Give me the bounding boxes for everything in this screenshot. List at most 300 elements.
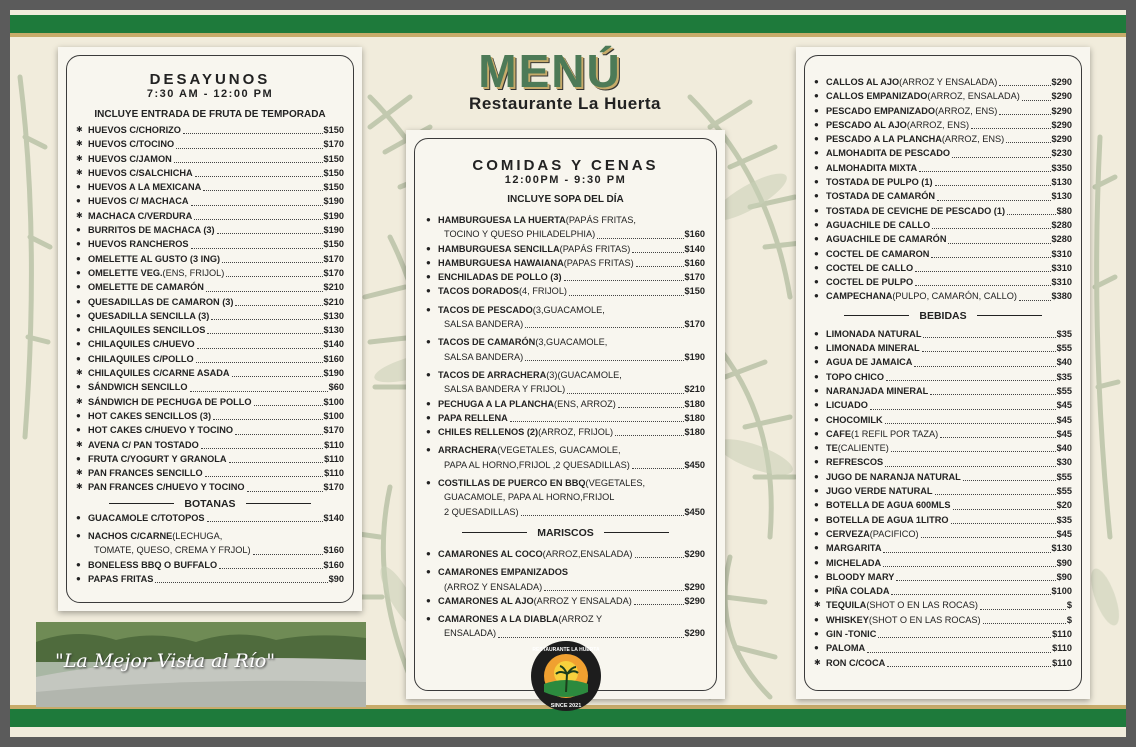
item-desc: PAPA AL HORNO,FRIJOL ,2 QUESADILLAS)	[444, 459, 630, 470]
item-price: $290	[684, 548, 705, 559]
menu-item	[814, 275, 1072, 289]
item-price: $170	[323, 253, 344, 264]
menu-item	[814, 104, 1072, 118]
dot-leader	[921, 537, 1056, 538]
dot-leader	[544, 590, 683, 591]
dot-leader	[919, 171, 1050, 172]
menu-item	[814, 470, 1072, 484]
menu-item	[76, 137, 344, 151]
dot-leader	[567, 393, 683, 394]
dot-leader	[870, 409, 1056, 410]
menu-item	[76, 466, 344, 480]
menu-item	[814, 261, 1072, 275]
bullet-icon: ●	[814, 500, 819, 510]
item-name: HOT CAKES SENCILLOS (3)	[88, 410, 212, 421]
bullet-icon: ●	[76, 512, 81, 522]
menu-item	[814, 341, 1072, 355]
dot-leader	[953, 509, 1056, 510]
dot-leader	[207, 333, 322, 334]
item-price: $170	[684, 272, 705, 283]
dot-leader	[618, 407, 684, 408]
item-name: SÁNDWICH DE PECHUGA DE POLLO	[88, 396, 252, 407]
dot-leader	[196, 362, 323, 363]
item-desc: (ARROZ, ENS)	[906, 119, 970, 130]
menu-title: MENÚ	[478, 45, 622, 97]
bullet-icon: ●	[814, 414, 819, 424]
item-desc: (LECHUGA,	[172, 531, 223, 542]
item-price: $380	[1051, 291, 1072, 302]
menu-item-continuation	[426, 458, 705, 472]
item-name: BOTELLA DE AGUA 1LITRO	[826, 514, 949, 525]
item-name: PALOMA	[826, 643, 866, 654]
item-name: SÁNDWICH SENCILLO	[88, 382, 188, 393]
item-name: AGUA DE JAMAICA	[826, 357, 913, 368]
item-desc: (PULPO, CAMARÓN, CALLO)	[892, 291, 1017, 302]
menu-item-continuation	[426, 580, 705, 594]
menu-item	[76, 323, 344, 337]
item-price: $45	[1056, 528, 1072, 539]
menu-item	[814, 627, 1072, 641]
menu-item	[426, 476, 705, 490]
bullet-icon: ●	[426, 369, 431, 379]
item-name: PAN FRANCES SENCILLO	[88, 468, 203, 479]
item-desc: (ARROZ, FRIJOL)	[538, 427, 614, 438]
dot-leader	[940, 437, 1056, 438]
menu-item	[814, 413, 1072, 427]
item-price: $190	[323, 196, 344, 207]
item-name: CHILAQUILES SENCILLOS	[88, 325, 206, 336]
mariscos-list	[426, 547, 705, 641]
menu-item	[426, 443, 705, 457]
dot-leader	[190, 391, 328, 392]
menu-item	[426, 270, 705, 284]
menu-item	[426, 368, 705, 382]
dot-leader	[201, 448, 323, 449]
menu-item	[814, 370, 1072, 384]
item-price: $190	[684, 351, 705, 362]
menu-item	[76, 480, 344, 494]
bullet-icon: ●	[426, 243, 431, 253]
item-name: CALLOS EMPANIZADO	[826, 91, 928, 102]
item-price: $	[1066, 614, 1072, 625]
menu-item	[426, 411, 705, 425]
item-name: QUESADILLAS DE CAMARON (3)	[88, 296, 234, 307]
mariscos-title: MARISCOS	[537, 526, 594, 539]
menu-item	[814, 89, 1072, 103]
menu-item	[76, 511, 344, 525]
bullet-icon: ●	[814, 400, 819, 410]
item-desc: (ARROZ, ENSALADA)	[927, 91, 1020, 102]
item-price: $280	[1051, 219, 1072, 230]
item-name: LIMONADA NATURAL	[826, 328, 922, 339]
item-name: RON C/COCA	[826, 657, 886, 668]
item-desc: (ARROZ Y ENSALADA)	[533, 595, 632, 606]
dot-leader	[923, 337, 1055, 338]
dot-leader	[983, 623, 1066, 624]
item-name: TACOS DE ARRACHERA	[438, 369, 547, 380]
bullet-icon: ✱	[76, 139, 83, 149]
dot-leader	[883, 552, 1050, 553]
item-name: CERVEZA	[826, 528, 870, 539]
menu-item	[814, 204, 1072, 218]
item-price: $35	[1056, 371, 1072, 382]
item-desc: (CALIENTE)	[837, 443, 889, 454]
dot-leader	[521, 515, 684, 516]
desayunos-list	[76, 123, 344, 495]
item-name: TEQUILA	[826, 600, 867, 611]
item-name: HOT CAKES C/HUEVO Y TOCINO	[88, 425, 233, 436]
bullet-icon: ●	[814, 91, 819, 101]
item-name: GIN -TONIC	[826, 628, 877, 639]
item-price: $60	[328, 382, 344, 393]
item-price: $130	[1051, 191, 1072, 202]
item-desc: (ARROZ,ENSALADA)	[542, 548, 633, 559]
dot-leader	[207, 521, 323, 522]
item-price: $150	[323, 167, 344, 178]
item-desc: (SHOT O EN LAS ROCAS)	[866, 600, 978, 611]
menu-item	[76, 223, 344, 237]
item-price: $450	[684, 506, 705, 517]
menu-item-continuation	[426, 227, 705, 241]
item-name: ALMOHADITA DE PESCADO	[826, 148, 951, 159]
item-name: CAMARONES EMPANIZADOS	[438, 567, 568, 578]
item-name: MARGARITA	[826, 543, 882, 554]
item-price: $35	[1056, 514, 1072, 525]
menu-item	[426, 594, 705, 608]
menu-item	[814, 355, 1072, 369]
restaurant-logo	[530, 640, 602, 712]
item-price: $35	[1056, 328, 1072, 339]
menu-item	[814, 398, 1072, 412]
menu-item-continuation	[426, 626, 705, 640]
item-price: $170	[323, 267, 344, 278]
item-name: PAPA RELLENA	[438, 412, 508, 423]
dot-leader	[886, 380, 1056, 381]
item-name: NARANJADA MINERAL	[826, 385, 929, 396]
dot-leader	[915, 271, 1050, 272]
item-price: $190	[323, 368, 344, 379]
item-name: AGUACHILE DE CAMARÓN	[826, 234, 947, 245]
bullet-icon: ●	[814, 428, 819, 438]
bullet-icon: ●	[814, 443, 819, 453]
bullet-icon: ●	[814, 119, 819, 129]
item-price: $140	[323, 512, 344, 523]
menu-item	[76, 366, 344, 380]
item-price: $110	[1052, 643, 1072, 654]
item-price: $40	[1056, 443, 1072, 454]
menu-item	[814, 118, 1072, 132]
item-desc: 2 QUESADILLAS)	[444, 506, 519, 517]
item-name: TACOS DE PESCADO	[438, 304, 533, 315]
menu-item-continuation	[426, 317, 705, 331]
item-name: OMELETTE AL GUSTO (3 ING)	[88, 253, 221, 264]
bullet-icon: ●	[814, 134, 819, 144]
bullet-icon: ●	[814, 557, 819, 567]
item-name: BLOODY MARY	[826, 571, 895, 582]
item-price: $110	[324, 439, 344, 450]
dot-leader	[937, 200, 1050, 201]
menu-item	[814, 556, 1072, 570]
logo-top-text: RESTAURANTE LA HUERTA	[532, 647, 600, 653]
item-name: PECHUGA A LA PLANCHA	[438, 398, 555, 409]
menu-item-continuation	[426, 350, 705, 364]
bullet-icon: ●	[814, 248, 819, 258]
restaurant-name: Restaurante La Huerta	[469, 94, 661, 113]
botanas-list	[76, 511, 344, 586]
bullet-icon: ●	[814, 357, 819, 367]
bullet-icon: ●	[76, 239, 81, 249]
bullet-icon: ●	[426, 427, 431, 437]
bullet-icon: ●	[426, 304, 431, 314]
item-price: $150	[323, 153, 344, 164]
menu-item	[814, 527, 1072, 541]
bullet-icon: ●	[76, 573, 81, 583]
item-name: MACHACA C/VERDURA	[88, 210, 193, 221]
item-price: $150	[323, 125, 344, 135]
menu-page	[10, 10, 1126, 737]
item-price: $160	[323, 353, 344, 364]
item-name: AGUACHILE DE CALLO	[826, 219, 931, 230]
item-price: $290	[684, 628, 705, 639]
menu-item	[76, 123, 344, 137]
item-name: HAMBURGUESA HAWAIANA	[438, 257, 564, 268]
item-name: HUEVOS C/TOCINO	[88, 139, 175, 150]
item-name: CHILAQUILES C/POLLO	[88, 353, 194, 364]
item-name: BOTELLA DE AGUA 600MLS	[826, 500, 951, 511]
comidas-hours: 12:00PM - 9:30 PM	[504, 174, 627, 186]
item-name: CAMARONES AL AJO	[438, 595, 534, 606]
item-price: $170	[323, 425, 344, 436]
bullet-icon: ●	[426, 614, 431, 624]
item-name: NACHOS C/CARNE	[88, 531, 173, 542]
dot-leader	[887, 666, 1051, 667]
menu-item	[814, 427, 1072, 441]
item-desc: TOCINO Y QUESO PHILADELPHIA)	[444, 229, 596, 240]
bullet-icon: ●	[426, 215, 431, 224]
item-name: PESCADO AL AJO	[826, 119, 907, 130]
item-name: ENCHILADAS DE POLLO (3)	[438, 272, 562, 283]
dot-leader	[569, 295, 684, 296]
bullet-icon: ✱	[76, 167, 83, 177]
dot-leader	[878, 637, 1051, 638]
dot-leader	[203, 190, 322, 191]
item-name: TOSTADA DE PULPO (1)	[826, 177, 933, 188]
mariscos-header	[426, 527, 705, 539]
dot-leader	[211, 319, 322, 320]
menu-item	[76, 423, 344, 437]
dot-leader	[195, 176, 323, 177]
bullet-icon: ●	[76, 339, 81, 349]
item-price: $55	[1056, 471, 1072, 482]
menu-item	[426, 565, 705, 579]
item-price: $170	[684, 319, 705, 330]
menu-item	[814, 384, 1072, 398]
dot-leader	[564, 280, 684, 281]
bullet-icon: ✱	[76, 368, 83, 378]
menu-item	[814, 189, 1072, 203]
dot-leader	[235, 305, 322, 306]
item-price: $	[1066, 600, 1072, 611]
item-name: PIÑA COLADA	[826, 586, 890, 597]
item-desc: (VEGETALES, GUACAMOLE,	[497, 445, 621, 456]
bullet-icon: ●	[426, 567, 431, 577]
bullet-icon: ●	[76, 296, 81, 306]
item-price: $40	[1056, 357, 1072, 368]
dot-leader	[632, 252, 683, 253]
bullet-icon: ●	[426, 337, 431, 347]
item-price: $110	[1052, 657, 1072, 668]
bullet-icon: ●	[814, 328, 819, 338]
dot-leader	[1019, 300, 1051, 301]
bullet-icon: ●	[814, 177, 819, 187]
menu-item	[426, 425, 705, 439]
menu-item	[76, 166, 344, 180]
item-price: $30	[1056, 457, 1072, 468]
bullet-icon: ●	[76, 196, 81, 206]
menu-item	[814, 247, 1072, 261]
dot-leader	[1006, 142, 1050, 143]
item-price: $45	[1056, 428, 1072, 439]
dot-leader	[217, 233, 323, 234]
menu-item	[814, 541, 1072, 555]
bullet-icon: ●	[814, 514, 819, 524]
botanas-title: BOTANAS	[184, 497, 236, 510]
bullet-icon: ●	[814, 543, 819, 553]
dot-leader	[615, 435, 683, 436]
bullet-icon: ●	[814, 291, 819, 301]
menu-item	[814, 146, 1072, 160]
dot-leader	[253, 554, 323, 555]
bullet-icon: ●	[814, 277, 819, 287]
item-name: PESCADO EMPANIZADO	[826, 105, 936, 116]
bullet-icon: ✱	[814, 600, 821, 610]
bullet-icon: ●	[814, 471, 819, 481]
item-price: $210	[323, 282, 344, 293]
dot-leader	[935, 185, 1051, 186]
item-desc: TOMATE, QUESO, CREMA Y FRJOL)	[94, 545, 251, 556]
menu-item	[814, 598, 1072, 612]
item-name: FRUTA C/YOGURT Y GRANOLA	[88, 453, 227, 464]
bullet-icon: ●	[814, 262, 819, 272]
bullet-icon: ●	[814, 571, 819, 581]
item-name: OMELETTE VEG.	[88, 267, 163, 278]
comidas-title: COMIDAS Y CENAS	[472, 157, 659, 174]
bullet-icon: ●	[76, 282, 81, 292]
dot-leader	[213, 419, 323, 420]
dot-leader	[971, 128, 1050, 129]
item-name: HAMBURGUESA LA HUERTA	[438, 215, 566, 225]
item-desc: SALSA BANDERA)	[444, 319, 524, 330]
dot-leader	[206, 291, 323, 292]
menu-item	[814, 75, 1072, 89]
item-desc: (ARROZ Y	[558, 614, 603, 625]
dot-leader	[635, 557, 684, 558]
bebidas-title: BEBIDAS	[919, 309, 967, 322]
dot-leader	[254, 405, 323, 406]
item-price: $190	[323, 225, 344, 236]
item-name: GUACAMOLE C/TOTOPOS	[88, 512, 205, 523]
item-name: PESCADO A LA PLANCHA	[826, 134, 942, 145]
bullet-icon: ●	[814, 205, 819, 215]
comidas-list	[426, 213, 705, 519]
menu-item	[76, 337, 344, 351]
menu-item	[814, 289, 1072, 303]
menu-item	[426, 242, 705, 256]
item-price: $130	[323, 325, 344, 336]
item-name: AVENA C/ PAN TOSTADO	[88, 439, 199, 450]
menu-item	[76, 452, 344, 466]
dot-leader	[1007, 214, 1056, 215]
mariscos-bebidas-card	[796, 47, 1090, 699]
item-name: PAN FRANCES C/HUEVO Y TOCINO	[88, 482, 245, 493]
menu-item	[814, 498, 1072, 512]
item-name: HUEVOS C/SALCHICHA	[88, 167, 193, 178]
dot-leader	[232, 376, 323, 377]
item-name: LICUADO	[826, 400, 868, 411]
item-name: HUEVOS C/ MACHACA	[88, 196, 189, 207]
item-name: BONELESS BBQ O BUFFALO	[88, 559, 218, 570]
dot-leader	[883, 566, 1056, 567]
dot-leader	[222, 262, 323, 263]
item-price: $150	[684, 286, 705, 297]
item-name: OMELETTE DE CAMARÓN	[88, 282, 204, 293]
seafood-list	[814, 75, 1072, 304]
item-desc: (PAPÁS FRITAS)	[559, 243, 631, 254]
item-desc: (ARROZ, ENS)	[941, 134, 1005, 145]
item-name: TOSTADA DE CEVICHE DE PESCADO (1)	[826, 205, 1006, 216]
dot-leader	[931, 257, 1050, 258]
dot-leader	[174, 162, 323, 163]
item-name: REFRESCOS	[826, 457, 884, 468]
item-name: JUGO VERDE NATURAL	[826, 486, 933, 497]
item-name: HUEVOS A LA MEXICANA	[88, 182, 202, 193]
dot-leader	[191, 248, 323, 249]
item-desc: (SHOT O EN LAS ROCAS)	[868, 614, 981, 625]
item-price: $290	[1051, 105, 1072, 116]
item-price: $280	[1051, 234, 1072, 245]
dot-leader	[885, 423, 1056, 424]
bebidas-list	[814, 327, 1072, 670]
bullet-icon: ●	[814, 385, 819, 395]
dot-leader	[636, 266, 684, 267]
item-name: CHILES RELLENOS (2)	[438, 427, 539, 438]
dot-leader	[963, 480, 1056, 481]
item-price: $140	[323, 339, 344, 350]
item-price: $160	[323, 545, 344, 556]
menu-item	[76, 152, 344, 166]
dot-leader	[922, 351, 1056, 352]
desayunos-note: INCLUYE ENTRADA DE FRUTA DE TEMPORADA	[94, 109, 326, 120]
bullet-icon: ●	[814, 343, 819, 353]
menu-item	[76, 280, 344, 294]
item-price: $180	[684, 412, 705, 423]
item-price: $140	[684, 243, 705, 254]
menu-item-continuation	[426, 490, 705, 504]
item-price: $55	[1056, 343, 1072, 354]
item-name: CAMPECHANA	[826, 291, 893, 302]
menu-item	[76, 209, 344, 223]
dot-leader	[932, 228, 1050, 229]
bullet-icon: ●	[814, 371, 819, 381]
bullet-icon: ●	[76, 410, 81, 420]
bullet-icon: ●	[76, 453, 81, 463]
dot-leader	[999, 85, 1050, 86]
menu-item	[426, 303, 705, 317]
bullet-icon: ●	[76, 225, 81, 235]
botanas-header	[76, 498, 344, 510]
menu-item-continuation	[426, 382, 705, 396]
menu-item	[76, 295, 344, 309]
